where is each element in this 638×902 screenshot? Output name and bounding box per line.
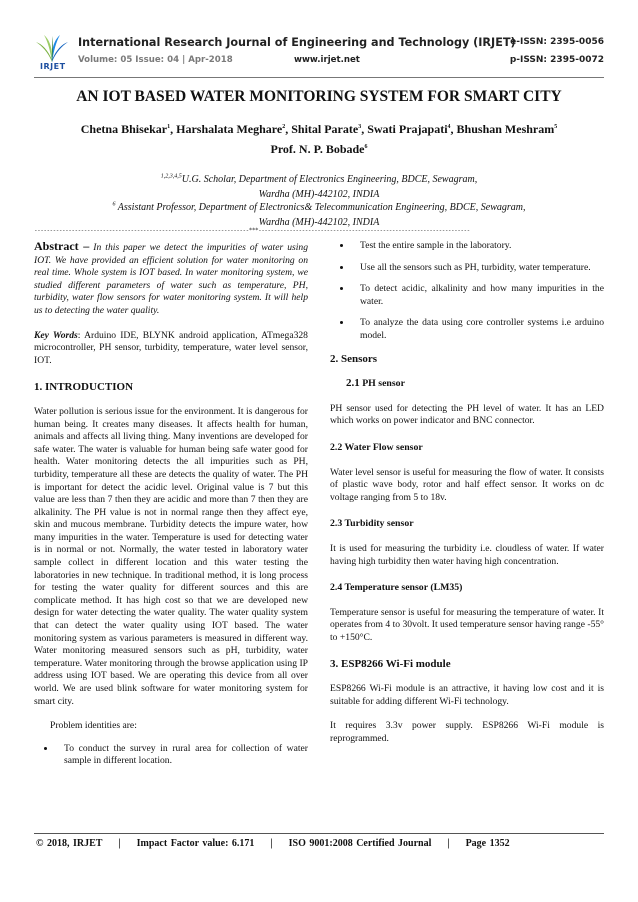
author-sup: 3	[358, 124, 362, 130]
footer-separator: |	[447, 838, 450, 849]
flow-text: Water level sensor is useful for measuring the flow of water. It consists of plastic wave body, rotor and half effect sensor. It works on dc voltage ranging from 5 to 18v.	[330, 466, 604, 503]
keywords	[34, 330, 308, 368]
temperature-text: Temperature sensor is useful for measuring the temperature of water. It operates from 4 to 30volt. It used temperature sensor having range -55° to +150°C.	[330, 606, 604, 643]
problem-list-continued	[330, 240, 604, 343]
irjet-logo	[34, 34, 70, 72]
ph-text: PH sensor used for detecting the PH level of water. It has an LED which works on power indicator and BNC connector.	[330, 402, 604, 427]
author-name: Chetna Bhisekar	[80, 122, 168, 136]
journal-title: International Research Journal of Engineering and Technology (IRJET)	[78, 36, 516, 49]
header-divider	[34, 77, 604, 78]
footer-divider	[34, 833, 604, 834]
website-link[interactable]: www.irjet.net	[294, 55, 360, 65]
flow-heading: 2.2 Water Flow sensor	[330, 441, 423, 453]
affiliation-1	[0, 172, 638, 202]
keywords-text: : Arduino IDE, BLYNK android application, ATmega328 microcontroller, PH sensor, turbidity, temperature, water level sensor, IOT.	[34, 329, 308, 366]
abstract	[34, 240, 308, 318]
left-column	[34, 240, 308, 777]
abstract-label: Abstract –	[34, 239, 90, 253]
section-separator: ---------------------------------------------------------------------***--------------------------------------------------------------------	[34, 227, 470, 234]
affiliation-sup: 6	[112, 201, 116, 208]
footer-separator: |	[270, 838, 273, 849]
supervisor-name: Prof. N. P. Bobade	[270, 142, 365, 156]
volume-issue: Volume: 05 Issue: 04 | Apr-2018	[78, 55, 233, 65]
temperature-heading: 2.4 Temperature sensor (LM35)	[330, 582, 463, 594]
list-item: • To conduct the survey in rural area for collection of water sample in different location.	[56, 743, 308, 768]
esp-text-1: ESP8266 Wi-Fi module is an attractive, it having low cost and it is suitable for adding different Wi-Fi technology.	[330, 683, 604, 707]
author-name: Swati Prajapati	[367, 122, 448, 136]
author-name: Shital Parate	[291, 122, 359, 136]
author-sup: 2	[282, 124, 286, 130]
intro-text: Water pollution is serious issue for the environment. It is dangerous for human being. It creates many diseases. It affects health for human, animals and affects all living thing. Many inventions are developed for safe water. The water is valuable for human being safe water good for health. Water monitoring detects the all impurities such as PH, turbidity, temperature all these are detects the quality of water. The PH is important for detect the acidic level. Original value is 7 but this value are less than 7 then they are acidic and more than 7 then they are alkalinity. The PH value is not in normal range then they affect eye, skin and mucous membrane. Turbidity detects the impure water, how many impurities in the water. Temperature is used for detecting water is in normal or not. Normally, the water tested in laboratory water sample collect in different location and this water testing the laboratories in new technique. In traditional method, it is long process for testing the water quality for different sources and this are complicate method. It has high cost so that we are developed new design for water detecting the water quality. The water quality system that can detect the water quality using IOT based. The water monitoring system as various parameters is measured in different way. Water monitoring measured sensors such as pH, turbidity, water temperature. Water monitoring through the browse application using IP address using IOT based. We are operating this device from all over world. We are used blink software for water monitoring system for smart city.	[34, 405, 308, 707]
turbidity-heading: 2.3 Turbidity sensor	[330, 518, 414, 530]
problem-label: Problem identities are:	[50, 720, 137, 732]
page-footer	[36, 838, 510, 849]
abstract-text: In this paper we detect the impurities of water using IOT. We have provided an efficient solution for water monitoring on real time. Whole system is IOT based. In water monitoring system, we studied different parameters of water such as temperature, PH, turbidity, water flow sensors for water monitoring system. It will help us to detecting the water quality.	[34, 242, 309, 316]
copyright: © 2018, IRJET	[36, 838, 103, 849]
ph-heading-number: 2.1	[346, 377, 360, 390]
impact-factor: Impact Factor value: 6.171	[136, 838, 255, 849]
leaf-logo-icon	[34, 34, 70, 64]
ph-heading-text: PH sensor	[362, 378, 405, 390]
author-sup: 5	[554, 124, 558, 130]
list-item: • Use all the sensors such as PH, turbidity, water temperature.	[352, 262, 604, 275]
intro-heading: 1. INTRODUCTION	[34, 381, 134, 394]
affiliation-sup: 1,2,3,4,5	[160, 173, 182, 180]
list-item: • To detect acidic, alkalinity and how many impurities in the water.	[352, 283, 604, 308]
author-name: Bhushan Meshram	[456, 122, 555, 136]
right-column	[330, 240, 604, 745]
esp-text-2: It requires 3.3v power supply. ESP8266 Wi-Fi module is reprogrammed.	[330, 720, 604, 744]
sensors-heading: 2. Sensors	[330, 352, 378, 365]
affiliation-line: Wardha (MH)-442102, INDIA	[258, 189, 380, 200]
list-item: • Test the entire sample in the laboratory.	[352, 240, 604, 253]
problem-list	[34, 743, 308, 768]
paper-title: AN IOT BASED WATER MONITORING SYSTEM FOR SMART CITY	[76, 88, 562, 105]
eissn: e-ISSN: 2395-0056	[510, 37, 604, 47]
author-sup: 4	[447, 124, 451, 130]
affiliation-line: Assistant Professor, Department of Electronics& Telecommunication Engineering, BDCE, Sewagram,	[115, 202, 526, 213]
supervisor-sup: 6	[364, 144, 368, 150]
list-item: • To analyze the data using core controller systems i.e arduino model.	[352, 317, 604, 342]
iso-certification: ISO 9001:2008 Certified Journal	[288, 838, 432, 849]
author-sup: 1	[167, 124, 171, 130]
turbidity-text: It is used for measuring the turbidity i.e. cloudless of water. If water having high turbidity then water having high concentration.	[330, 542, 604, 567]
footer-separator: |	[118, 838, 121, 849]
author-name: Harshalata Meghare	[176, 122, 283, 136]
author-list: Chetna Bhisekar$^1$, Harshalata Meghare$^2$, Shital Parate$^3$, Swati Prajapati$^4$, Bhushan Meshram$^5$	[80, 122, 558, 136]
page-number: Page 1352	[465, 838, 510, 849]
pissn: p-ISSN: 2395-0072	[509, 55, 604, 65]
affiliation-line: U.G. Scholar, Department of Electronics Engineering, BDCE, Sewagram,	[181, 174, 478, 185]
affiliation-2	[0, 200, 638, 230]
esp-heading: 3. ESP8266 Wi-Fi module	[330, 658, 451, 671]
keywords-label: Key Words	[34, 329, 78, 341]
supervisor	[0, 142, 638, 157]
logo-wordmark: IRJET	[40, 62, 66, 71]
ph-heading	[330, 377, 604, 391]
affiliation-line: Wardha (MH)-442102, INDIA	[258, 217, 380, 228]
journal-header	[34, 34, 604, 76]
